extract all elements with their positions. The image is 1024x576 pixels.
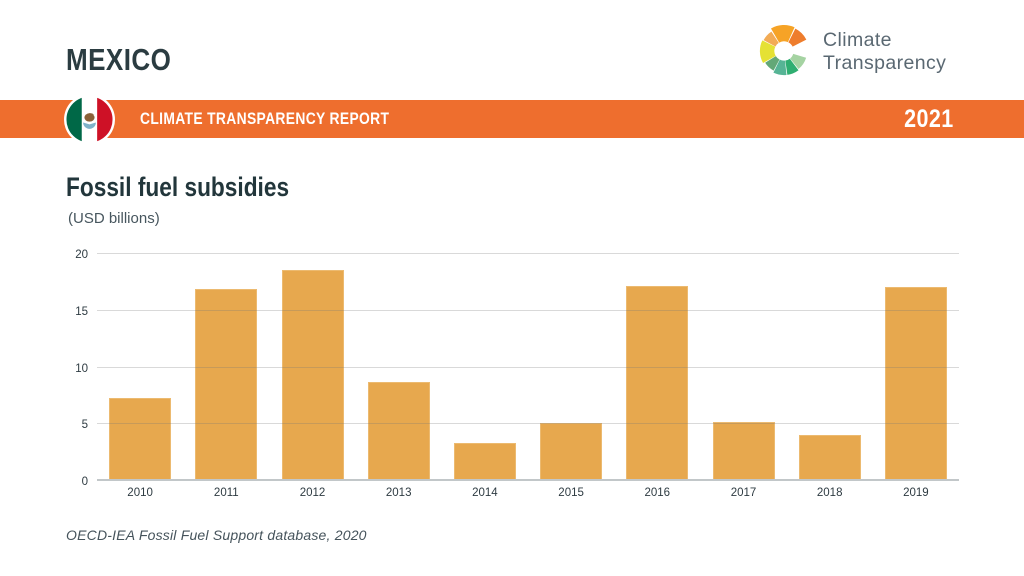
- y-tick-label-15: 15: [75, 305, 88, 318]
- bar-2019: [885, 287, 947, 480]
- mexico-flag-svg: [64, 94, 115, 145]
- y-tick-label-10: 10: [75, 362, 88, 375]
- flag-green-stripe: [66, 96, 81, 142]
- climate-transparency-logo: [757, 24, 946, 78]
- bar-2012: [282, 270, 344, 480]
- x-tick-label-2019: 2019: [903, 487, 929, 499]
- x-tick-label-2013: 2013: [385, 487, 412, 499]
- climate-transparency-logo-text: [823, 29, 946, 75]
- gridline-20: [97, 253, 959, 254]
- page-title: [66, 42, 191, 78]
- x-axis-labels: [97, 487, 959, 503]
- bar-2016: [626, 286, 688, 480]
- bar-2011: [195, 289, 257, 480]
- x-tick-label-2018: 2018: [816, 487, 843, 499]
- climate-transparency-logo-icon: [757, 24, 811, 78]
- country-name: MEXICO: [66, 42, 172, 77]
- banner-report-label: CLIMATE TRANSPARENCY REPORT: [140, 109, 390, 128]
- x-tick-label-2015: 2015: [558, 487, 584, 499]
- logo-text-line1: Climate: [823, 29, 892, 51]
- bar-2014: [454, 443, 516, 480]
- bar-2018: [799, 435, 861, 480]
- x-tick-label-2011: 2011: [213, 487, 239, 499]
- x-tick-label-2016: 2016: [644, 487, 671, 499]
- plot-area: [97, 253, 959, 480]
- flag-red-stripe: [97, 96, 112, 142]
- logo-text-line2: Transparency: [823, 52, 947, 74]
- gridline-5: [97, 423, 959, 424]
- gridline-15: [97, 310, 959, 311]
- x-tick-label-2014: 2014: [472, 487, 498, 499]
- y-tick-label-20: 20: [75, 249, 88, 261]
- x-tick-label-2010: 2010: [127, 487, 153, 499]
- x-axis-line: [97, 479, 959, 481]
- bar-2015: [540, 423, 602, 480]
- y-tick-label-5: 5: [81, 419, 88, 432]
- chart-title: Fossil fuel subsidies: [66, 172, 290, 202]
- bar-2010: [109, 398, 171, 480]
- x-tick-label-2012: 2012: [299, 487, 326, 499]
- banner-year: 2021: [904, 104, 954, 133]
- source-note: OECD-IEA Fossil Fuel Support database, 2020: [66, 527, 367, 543]
- y-tick-label-0: 0: [81, 476, 88, 488]
- gridline-10: [97, 367, 959, 368]
- report-banner: [0, 100, 1024, 138]
- chart-subtitle: (USD billions): [68, 210, 160, 227]
- x-tick-label-2017: 2017: [730, 487, 757, 499]
- mexico-flag-icon: [64, 94, 115, 145]
- bar-2017: [713, 422, 775, 480]
- bar-2013: [368, 382, 430, 480]
- y-axis-labels: [58, 249, 88, 488]
